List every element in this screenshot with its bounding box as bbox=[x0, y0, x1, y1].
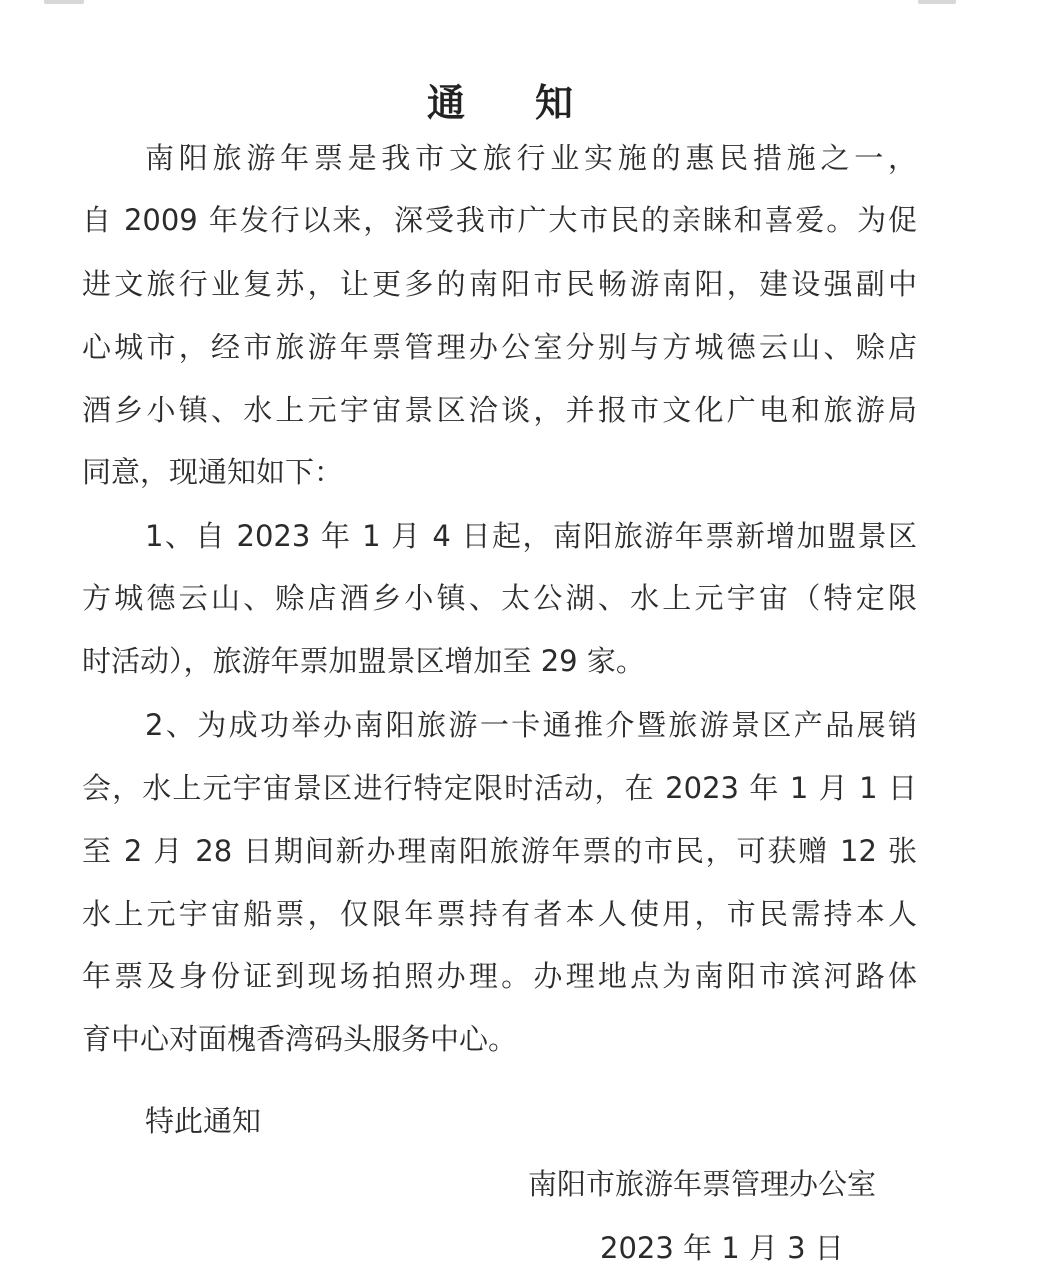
paragraph-intro-line-6: 同意，现通知如下： bbox=[82, 455, 344, 489]
title-char-2: 知 bbox=[535, 81, 574, 125]
paragraph-intro-line-3: 进文旅行业复苏，让更多的南阳市民畅游南阳，建设强副中 bbox=[82, 267, 917, 301]
item-1-line-3: 时活动），旅游年票加盟景区增加至 29 家。 bbox=[82, 644, 645, 678]
item-2-line-6: 育中心对面槐香湾码头服务中心。 bbox=[82, 1022, 518, 1056]
paragraph-intro-line-4: 心城市，经市旅游年票管理办公室分别与方城德云山、赊店 bbox=[82, 330, 917, 364]
paragraph-intro-line-2: 自 2009 年发行以来，深受我市广大市民的亲睐和喜爱。为促 bbox=[82, 203, 917, 237]
item-2-line-2: 会，水上元宇宙景区进行特定限时活动，在 2023 年 1 月 1 日 bbox=[82, 771, 917, 805]
item-2-line-4: 水上元宇宙船票，仅限年票持有者本人使用，市民需持本人 bbox=[82, 897, 917, 931]
page-edge-mark-right bbox=[918, 0, 956, 4]
closing-phrase: 特此通知 bbox=[145, 1104, 262, 1138]
item-2-line-3: 至 2 月 28 日期间新办理南阳旅游年票的市民，可获赠 12 张 bbox=[82, 834, 917, 868]
item-1-line-1: 1、自 2023 年 1 月 4 日起，南阳旅游年票新增加盟景区 bbox=[145, 519, 917, 553]
title-char-1: 通 bbox=[426, 81, 465, 125]
page-edge-mark-left bbox=[44, 0, 84, 4]
signature-issuer: 南阳市旅游年票管理办公室 bbox=[528, 1167, 877, 1201]
paragraph-intro-line-5: 酒乡小镇、水上元宇宙景区洽谈，并报市文化广电和旅游局 bbox=[82, 393, 917, 427]
signature-date: 2023 年 1 月 3 日 bbox=[600, 1231, 844, 1265]
item-1-line-2: 方城德云山、赊店酒乡小镇、太公湖、水上元宇宙（特定限 bbox=[82, 581, 917, 615]
document-title bbox=[0, 72, 1000, 127]
paragraph-intro-line-1: 南阳旅游年票是我市文旅行业实施的惠民措施之一， bbox=[145, 141, 917, 175]
item-2-line-1: 2、为成功举办南阳旅游一卡通推介暨旅游景区产品展销 bbox=[145, 708, 917, 742]
item-2-line-5: 年票及身份证到现场拍照办理。办理地点为南阳市滨河路体 bbox=[82, 959, 917, 993]
